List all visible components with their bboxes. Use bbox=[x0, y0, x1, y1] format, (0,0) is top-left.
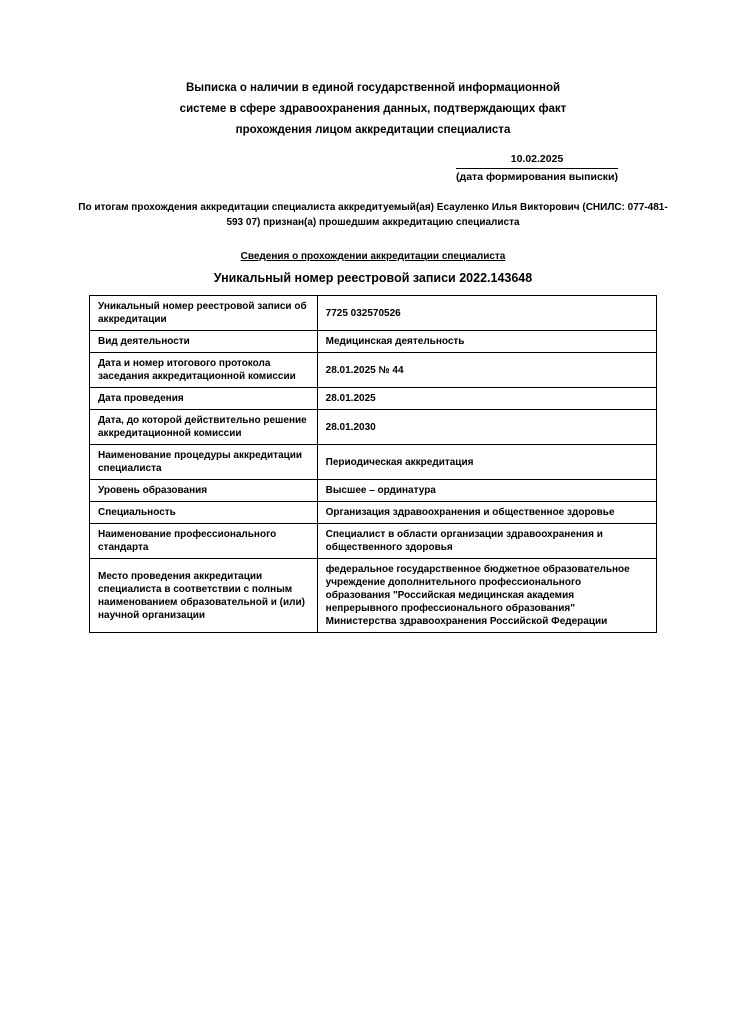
field-label: Дата, до которой действительно решение аккредитационной комиссии bbox=[90, 410, 318, 445]
accreditation-table bbox=[89, 295, 657, 633]
intro-paragraph-line: 593 07) признан(а) прошедшим аккредитацию специалиста bbox=[226, 216, 520, 228]
table-row bbox=[90, 480, 657, 502]
field-value: федеральное государственное бюджетное образовательное учреждение дополнительного профессионального образования "Российская медицинская академия непрерывного профессионального образования" Министерства здравоохранения Российской Федерации bbox=[317, 559, 656, 633]
field-label: Уникальный номер реестровой записи об аккредитации bbox=[90, 296, 318, 331]
issue-date-value: 10.02.2025 bbox=[456, 153, 618, 169]
field-label: Вид деятельности bbox=[90, 331, 318, 353]
intro-paragraph-line: По итогам прохождения аккредитации специалиста аккредитуемый(ая) Есауленко Илья Викторович (СНИЛС: 077-481- bbox=[78, 202, 668, 213]
field-value: Организация здравоохранения и общественное здоровье bbox=[317, 502, 656, 524]
table-row bbox=[90, 331, 657, 353]
document-title bbox=[0, 0, 746, 141]
document-title-line: системе в сфере здравоохранения данных, подтверждающих факт bbox=[179, 103, 567, 115]
field-value: 7725 032570526 bbox=[317, 296, 656, 331]
field-label: Наименование процедуры аккредитации специалиста bbox=[90, 445, 318, 480]
field-value: Медицинская деятельность bbox=[317, 331, 656, 353]
table-row bbox=[90, 524, 657, 559]
field-value: 28.01.2025 № 44 bbox=[317, 353, 656, 388]
table-row bbox=[90, 388, 657, 410]
table-row bbox=[90, 353, 657, 388]
field-value: Высшее – ординатура bbox=[317, 480, 656, 502]
document-title-line: Выписка о наличии в единой государственной информационной bbox=[185, 82, 561, 94]
table-row bbox=[90, 296, 657, 331]
field-value: 28.01.2025 bbox=[317, 388, 656, 410]
field-label: Наименование профессионального стандарта bbox=[90, 524, 318, 559]
table-row bbox=[90, 445, 657, 480]
field-label: Дата проведения bbox=[90, 388, 318, 410]
issue-date-caption: (дата формирования выписки) bbox=[456, 171, 618, 183]
field-value: Специалист в области организации здравоохранения и общественного здоровья bbox=[317, 524, 656, 559]
table-row bbox=[90, 559, 657, 633]
table-row bbox=[90, 502, 657, 524]
field-label: Дата и номер итогового протокола заседания аккредитационной комиссии bbox=[90, 353, 318, 388]
issue-date-block bbox=[0, 153, 746, 184]
field-value: Периодическая аккредитация bbox=[317, 445, 656, 480]
intro-paragraph bbox=[0, 201, 746, 230]
table-row bbox=[90, 410, 657, 445]
field-value: 28.01.2030 bbox=[317, 410, 656, 445]
section-heading: Сведения о прохождении аккредитации специалиста bbox=[240, 251, 506, 262]
field-label: Место проведения аккредитации специалиста в соответствии с полным наименованием образовательной и (или) научной организации bbox=[90, 559, 318, 633]
registry-number-heading: Уникальный номер реестровой записи 2022.143648 bbox=[213, 271, 533, 285]
document-title-line: прохождения лицом аккредитации специалиста bbox=[235, 124, 511, 136]
field-label: Уровень образования bbox=[90, 480, 318, 502]
field-label: Специальность bbox=[90, 502, 318, 524]
